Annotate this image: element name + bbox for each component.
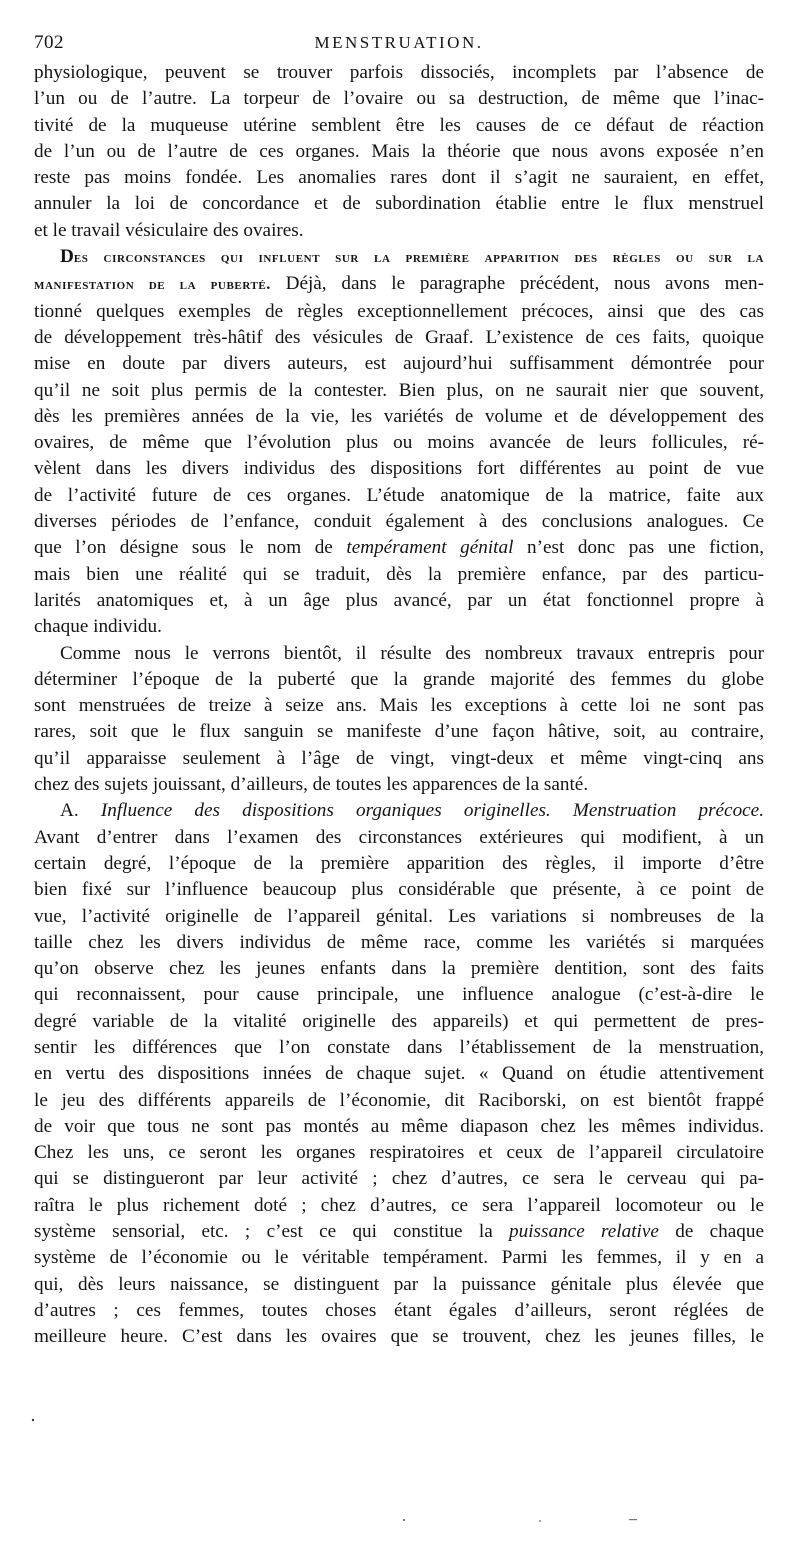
- text-line: tivité de la muqueuse utérine semblent être les causes de ce défaut de réaction: [34, 114, 764, 136]
- text-line: chez des sujets jouissant, d’ailleurs, de toutes les apparences de la santé.: [34, 774, 589, 796]
- text-line: sentir les différences que l’on constate dans l’établissement de la menstruation,: [34, 1036, 764, 1058]
- subsection-marker: A.: [60, 800, 101, 822]
- text-run: Déjà, dans le paragraphe précédent, nous avons men-: [270, 273, 764, 295]
- text-line: Chez les uns, ce seront les organes respiratoires et ceux de l’appareil circulatoire: [34, 1142, 764, 1164]
- text-line: [34, 271, 764, 298]
- text-line: annuler la loi de concordance et de subordination établie entre le flux menstruel: [34, 193, 764, 215]
- text-line: vèlent dans les divers individus des dispositions fort différentes au point de vue: [34, 458, 764, 480]
- text-line: l’un ou de l’autre. La torpeur de l’ovaire ou sa destruction, de même que l’inac-: [34, 88, 764, 110]
- text-line: [34, 535, 764, 561]
- text-line: qui reconnaissent, pour cause principale, une influence analogue (c’est-à-dire le: [34, 984, 764, 1006]
- text-line: physiologique, peuvent se trouver parfois dissociés, incomplets par l’absence de: [34, 62, 764, 83]
- text-run: de chaque: [658, 1221, 764, 1243]
- running-head: [34, 30, 764, 60]
- text-run: que l’on désigne sous le nom de: [34, 537, 347, 559]
- text-line: larités anatomiques et, à un âge plus avancé, par un état fonctionnel propre à: [34, 589, 764, 611]
- section-heading-initial: D: [60, 246, 74, 268]
- text-line: le jeu des différents appareils de l’économie, dit Raciborski, on est bientôt frappé: [34, 1089, 764, 1111]
- text-line: certain degré, l’époque de la première apparition des règles, il importe d’être: [34, 852, 764, 874]
- text-line: sont menstruées de treize à seize ans. Mais les exceptions à cette loi ne sont pas: [34, 695, 764, 717]
- text-line: de voir que tous ne sont pas montés au même diapason chez les mêmes individus.: [34, 1115, 764, 1137]
- text-line: de développement très-hâtif des vésicules de Graaf. L’existence de ces faits, quoique: [34, 326, 764, 348]
- scan-speck: [403, 1519, 405, 1521]
- text-line: mise en doute par divers auteurs, est aujourd’hui suffisamment démontrée pour: [34, 353, 764, 375]
- text-line: qui, dès leurs naissance, se distinguent par la puissance génitale plus élevée que: [34, 1273, 764, 1295]
- running-title: MENSTRUATION.: [314, 33, 484, 52]
- scan-speck: [629, 1519, 637, 1520]
- italic-term: puissance relative: [509, 1221, 659, 1243]
- text-run: système sensorial, etc. ; c’est ce qui constitue la: [34, 1221, 510, 1243]
- text-line: Comme nous le verrons bientôt, il résulte des nombreux travaux entrepris pour: [60, 642, 764, 664]
- text-line: chaque individu.: [34, 616, 162, 638]
- text-line: dès les premières années de la vie, les variétés de volume et de développement des: [34, 405, 764, 427]
- body-text: [34, 60, 764, 1351]
- text-line: tionné quelques exemples de règles exceptionnellement précoces, ainsi que des cas: [34, 300, 764, 322]
- text-line: système de l’économie ou le véritable tempérament. Parmi les femmes, il y en a: [34, 1247, 764, 1269]
- text-line: degré variable de la vitalité originelle des appareils) et qui permettent de pres-: [34, 1010, 764, 1032]
- text-line: qu’il ne soit plus permis de la contester. Bien plus, on ne saurait nier que souvent,: [34, 379, 764, 401]
- text-line: qu’on observe chez les jeunes enfants dans la première dentition, sont des faits: [34, 958, 764, 980]
- text-line: rares, soit que le flux sanguin se manifeste d’une façon hâtive, soit, au contraire,: [34, 721, 764, 743]
- text-line: déterminer l’époque de la puberté que la grande majorité des femmes du globe: [34, 668, 764, 690]
- text-line: qu’il apparaisse seulement à l’âge de vingt, vingt-deux et même vingt-cinq ans: [34, 747, 764, 769]
- text-line: et le travail vésiculaire des ovaires.: [34, 219, 304, 241]
- text-line: vue, l’activité originelle de l’appareil génital. Les variations si nombreuses de la: [34, 905, 764, 927]
- text-line: reste pas moins fondée. Les anomalies rares dont il s’agit ne sauraient, en effet,: [34, 167, 764, 189]
- subsection-heading: Influence des dispositions organiques originelles. Menstruation précoce.: [100, 800, 764, 822]
- scan-speck: [32, 1419, 34, 1421]
- section-heading-line: [34, 244, 764, 271]
- text-line: qui se distingueront par leur activité ; chez d’autres, ce sera le cerveau qui pa-: [34, 1168, 764, 1190]
- subsection-heading-line: [34, 798, 764, 824]
- text-line: ovaires, de même que l’évolution plus ou moins avancée de leurs follicules, ré-: [34, 432, 764, 454]
- text-line: de l’un ou de l’autre de ces organes. Mais la théorie que nous avons exposée n’en: [34, 140, 764, 162]
- document-page: [34, 30, 764, 1351]
- section-heading: es circonstances qui influent sur la première apparition des règles ou sur la: [73, 249, 764, 267]
- text-line: en vertu des dispositions innées de chaque sujet. « Quand on étudie attentivement: [34, 1063, 764, 1085]
- text-line: meilleure heure. C’est dans les ovaires que se trouvent, chez les jeunes filles, le: [34, 1326, 764, 1348]
- text-line: Avant d’entrer dans l’examen des circonstances extérieures qui modifient, à un: [34, 826, 764, 848]
- section-heading-end: manifestation de la puberté.: [34, 276, 271, 294]
- text-run: n’est donc pas une fiction,: [513, 537, 764, 559]
- page-number: 702: [34, 32, 64, 53]
- text-line: diverses périodes de l’enfance, conduit également à des conclusions analogues. Ce: [34, 511, 764, 533]
- scan-speck: [539, 1520, 541, 1522]
- text-line: bien fixé sur l’influence beaucoup plus considérable que présente, à ce point de: [34, 879, 764, 901]
- text-line: [34, 1219, 764, 1245]
- text-line: de l’activité future de ces organes. L’étude anatomique de la matrice, faite aux: [34, 484, 764, 506]
- text-line: taille chez les divers individus de même race, comme les variétés si marquées: [34, 931, 764, 953]
- text-line: d’autres ; ces femmes, toutes choses étant égales d’ailleurs, seront réglées de: [34, 1299, 764, 1321]
- text-line: raîtra le plus richement doté ; chez d’autres, ce sera l’appareil locomoteur ou le: [34, 1194, 764, 1216]
- text-line: mais bien une réalité qui se traduit, dès la première enfance, par des particu-: [34, 563, 764, 585]
- italic-term: tempérament génital: [346, 537, 514, 559]
